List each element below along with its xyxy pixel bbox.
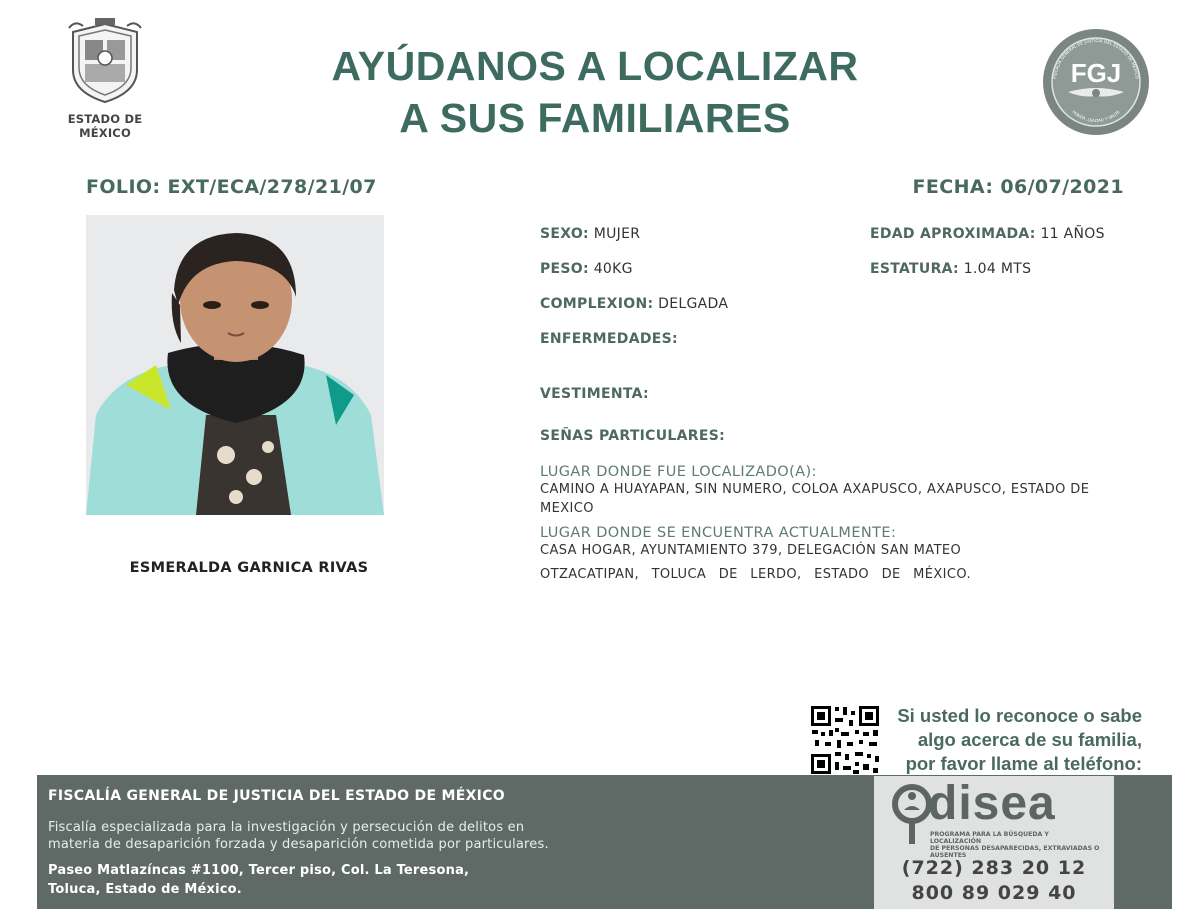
qr-code-icon — [809, 704, 881, 776]
complexion-value: DELGADA — [658, 296, 729, 312]
state-name: ESTADO DE MÉXICO — [67, 112, 143, 140]
footer-desc-line-2: materia de desaparición forzada y desaparición cometida por particulares. — [48, 837, 549, 852]
found-location-label: LUGAR DONDE FUE LOCALIZADO(A): — [540, 464, 817, 480]
footer-title: FISCALÍA GENERAL DE JUSTICIA DEL ESTADO DE MÉXICO — [48, 788, 505, 804]
edad-value: 11 AÑOS — [1040, 226, 1105, 242]
field-peso — [540, 261, 633, 277]
fgj-text: FGJ — [1070, 58, 1122, 88]
fgj-logo — [1040, 26, 1152, 138]
title-line-1: AYÚDANOS A LOCALIZAR — [331, 43, 859, 89]
odisea-wordmark: disea — [928, 777, 1056, 830]
current-location — [540, 525, 1150, 584]
complexion-label: COMPLEXION: — [540, 296, 654, 312]
odisea-sub-line-3: AUSENTES — [930, 852, 967, 859]
odisea-sub-line-2: DE PERSONAS DESAPARECIDAS, EXTRAVIADAS O — [930, 845, 1100, 852]
sexo-label: SEXO: — [540, 226, 589, 242]
footer-address — [48, 861, 648, 899]
current-location-line-1: CASA HOGAR, AYUNTAMIENTO 379, DELEGACIÓN SAN MATEO — [540, 543, 962, 558]
field-senas — [540, 428, 725, 444]
field-complexion — [540, 296, 728, 312]
phone-number-1: (722) 283 20 12 — [901, 857, 1087, 879]
title-line-2: A SUS FAMILIARES — [399, 95, 791, 141]
estatura-label: ESTATURA: — [870, 261, 959, 277]
field-enfermedades — [540, 331, 678, 347]
sexo-value: MUJER — [593, 226, 641, 242]
svg-text:HONOR, LEALTAD Y VALOR: HONOR, LEALTAD Y VALOR — [1071, 109, 1121, 124]
phone-number-2: 800 89 029 40 — [911, 882, 1077, 904]
person-photo — [86, 215, 384, 515]
found-location-line-2: MEXICO — [540, 501, 594, 516]
found-location-line-1: CAMINO A HUAYAPAN, SIN NUMERO, COLOA AXAPUSCO, AXAPUSCO, ESTADO DE — [540, 482, 1090, 497]
edad-label: EDAD APROXIMADA: — [870, 226, 1036, 242]
senas-label: SEÑAS PARTICULARES: — [540, 428, 725, 444]
footer-description — [48, 819, 648, 853]
peso-value: 40KG — [593, 261, 633, 277]
address-line-2: Toluca, Estado de México. — [48, 882, 242, 897]
field-estatura — [870, 261, 1031, 277]
coat-of-arms-icon — [65, 18, 145, 106]
odisea-subtitle — [930, 831, 1100, 859]
folio-number: FOLIO: EXT/ECA/278/21/07 — [86, 176, 377, 198]
current-location-line-2: OTZACATIPAN, TOLUCA DE LERDO, ESTADO DE MÉXICO. — [540, 567, 972, 582]
date: FECHA: 06/07/2021 — [912, 176, 1124, 198]
page-title — [280, 40, 910, 144]
current-location-label: LUGAR DONDE SE ENCUENTRA ACTUALMENTE: — [540, 525, 897, 541]
footer-desc-line-1: Fiscalía especializada para la investigación y persecución de delitos en — [48, 820, 525, 835]
call-to-action — [880, 704, 1142, 776]
odisea-sub-line-1: PROGRAMA PARA LA BÚSQUEDA Y LOCALIZACIÓN — [930, 831, 1049, 845]
address-line-1: Paseo Matlazíncas #1100, Tercer piso, Col. La Teresona, — [48, 863, 470, 878]
fgj-seal-icon — [1040, 26, 1152, 138]
estatura-value: 1.04 MTS — [963, 261, 1032, 277]
call-line-3: por favor llame al teléfono: — [905, 753, 1142, 774]
peso-label: PESO: — [540, 261, 589, 277]
enfermedades-label: ENFERMEDADES: — [540, 331, 678, 347]
found-location — [540, 464, 1150, 518]
qr-code — [809, 704, 881, 776]
estado-de-mexico-logo — [40, 18, 170, 140]
call-line-2: algo acerca de su familia, — [917, 729, 1142, 750]
person-name: ESMERALDA GARNICA RIVAS — [129, 560, 369, 576]
field-sexo — [540, 226, 640, 242]
svg-text:FISCALÍA GENERAL DE JUSTICIA D: FISCALÍA GENERAL DE JUSTICIA DEL ESTADO DE MÉXICO — [1052, 37, 1140, 80]
field-edad — [870, 226, 1105, 242]
call-line-1: Si usted lo reconoce o sabe — [897, 705, 1142, 726]
field-vestimenta — [540, 386, 649, 402]
vestimenta-label: VESTIMENTA: — [540, 386, 649, 402]
